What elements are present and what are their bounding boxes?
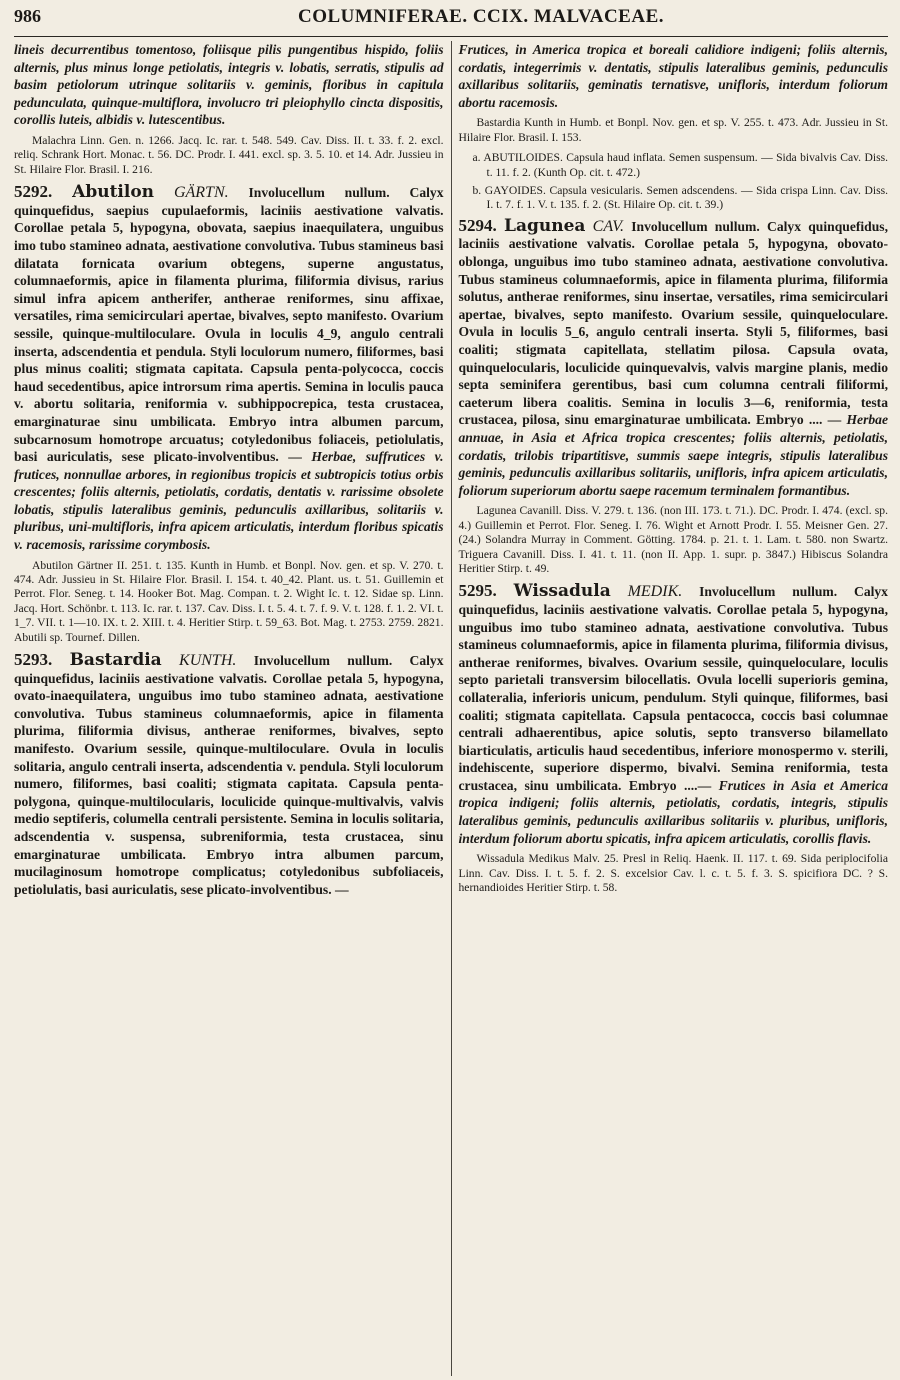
continued-description: lineis decurrentibus tomentoso, foliisque pilis pungentibus hispido, foliis alternis, plus minus longe petiolatis, integris v. lobatis, serratis, stipulis ad basim petiolorum utrinque solitariis v. geminis, floribus in capitula pedunculata, quinque-multiflora, involucro tri pleiophyllo cincta dispositis, corollis luteis, albidis v. lutescentibus. xyxy=(14,42,444,128)
running-head: COLUMNIFERAE. CCIX. MALVACEAE. xyxy=(297,6,664,27)
genus-name: Bastardia xyxy=(69,650,162,671)
genus-number: 5293. xyxy=(14,650,53,670)
genus-author: MEDIK. xyxy=(627,583,683,601)
genus-entry-5294 xyxy=(459,217,889,577)
genus-references: Lagunea Cavanill. Diss. V. 279. t. 136. (non III. 173. t. 71.). DC. Prodr. I. 474. (excl. sp. 4.) Guillemin et Perrot. Flor. Seneg. I. 76. Wight et Arnott Prodr. I. 55. Meisner Gen. 27. (24.) Solandra Murray in Comment. Götting. 1784. p. 21. t. 1. Lam. t. 580. non Swartz. Triguera Cavanill. Diss. I. 41. t. 11. (non II. App. 1. supr. p. 3847.) Hibiscus Solandra Heritier Stirp. t. 49. xyxy=(458,504,888,575)
genus-author: GÄRTN. xyxy=(173,184,229,202)
genus-number: 5292. xyxy=(14,182,53,202)
bastardia-references: Bastardia Kunth in Humb. et Bonpl. Nov. gen. et sp. V. 255. t. 473. Adr. Jussieu in St. Hilaire Flor. Brasil. I. 153. xyxy=(458,116,888,144)
variety-a: a. ABUTILOIDES. Capsula haud inflata. Semen suspensum. — Sida bivalvis Cav. Diss. t. 11. f. 2. (Kunth Op. cit. t. 472.) xyxy=(472,151,888,179)
genus-habitat: Herbae, suffrutices v. frutices, nonnullae arbores, in regionibus tropicis et subtropicis totius orbis crescentes; foliis alternis, petiolatis, cordatis, dentatis v. rarissime obsolete lobatis, stipulis lateralibus geminis, pedunculis axillaribus, solitariis v. pluribus, uni-multifloris, infra apicem articulatis, interdum floribus spicatis v. racemosis, rarissime corymbosis. xyxy=(14,449,444,553)
genus-description: Involucellum nullum. Calyx quinquefidus, laciniis aestivatione valvatis. Corollae petala 5, hypogyna, ovato-inaequilatera, unguibus imo tubo stamineo adnata, aestivatione convolutiva. Tubus stamineus columnaeformis, apice in filamenta plurima, filiformia divisus, antherae reniformes, bivalves, septo manifesto. Ovarium sessile, quinque-multiloculare. Ovula in loculis solitaria, angulo centrali inserta, adscendentia v. pendula. Styli loculorum numero, filiformes, basi coaliti; stigmata capitata. Capsula penta-polygona, quinque-multilocularis, loculicide quinque-multivalvis, valvis medio septiferis, columella centrali persistente. Semina in loculis solitaria, adscendentia v. suspensa, subreniformia, testa crustacea, sinu emarginaturae umbilicata. Embryo intra albumen parcum, mucilaginosum homotrope complicatus; cotyledonibus subfoliaceis, petiolulatis, basi auriculatis, sese plicato-involventibus. — xyxy=(14,653,444,897)
genus-entry-5295 xyxy=(459,582,889,895)
text-columns xyxy=(14,41,888,1376)
page-number: 986 xyxy=(14,6,41,26)
continued-habitat: Frutices, in America tropica et boreali calidiore indigeni; foliis alternis, cordatis, integerrimis v. dentatis, stipulis lateralibus geminis, pedunculis axillaribus solitariis, geminatis ternatisve, unifloris, interdum foliorum abortu racemosis. xyxy=(458,42,888,110)
variety-b: b. GAYOIDES. Capsula vesicularis. Semen adscendens. — Sida crispa Linn. Cav. Diss. I. t. 7. f. 1. V. t. 135. f. 2. (St. Hilaire Op. cit. t. 39.) xyxy=(472,184,888,212)
genus-number: 5295. xyxy=(458,581,497,601)
left-column xyxy=(14,41,452,1376)
genus-author: CAV. xyxy=(592,217,625,235)
genus-description: Involucellum nullum. Calyx quinquefidus, laciniis aestivatione valvatis. Corollae petala 5, hypogyna, unguibus imo tubo stamineo adnata, aestivatione convolutiva. Tubus stamineus columnaeformis, apice in filamenta plurima, filiformia divisus, antherae reniformes, bivalves. Ovarium sessile, quinqueloculare, loculis septo parietali transversim bilocellatis. Ovula locelli superioris gemina, collateralia, inferioris unicum, pendulum. Styli quinque, filiformes, basi coaliti; stigmata capitellata. Capsula pentacocca, coccis basi columnae centrali adhaerentibus, apice solutis, septo transverso bilamellato biarticulatis, articulis haud secedentibus, inferiore monospermo v. sterili, indehiscente, superiore dispermo, bivalvi. Semina reniformia, testa crustacea, sinu umbilicata. Embryo ....— xyxy=(458,584,888,793)
genus-number: 5294. xyxy=(458,215,497,235)
genus-habitat: Frutices in Asia et America tropica indigeni; foliis alternis, petiolatis, cordatis, integris, stipulis lateralibus geminis, pedunculis axillaribus solitariis v. pluribus, unifloris, interdum foliorum abortu spicatis, infra apicem articulatis, corollis flavis. xyxy=(458,777,888,846)
right-column xyxy=(452,41,889,1376)
genus-name: Abutilon xyxy=(72,182,155,203)
genus-habitat: Herbae annuae, in Asia et Africa tropica crescentes; foliis alternis, petiolatis, cordatis, trilobis tripartitisve, summis saepe integris, stipulis lateralibus geminis, pedunculis axillaribus solitariis, unifloris, infra apicem articulatis, foliorum superiorum abortu saepe racemum terminalem formantibus. xyxy=(458,412,888,498)
genus-description: Involucellum nullum. Calyx quinquefidus, saepius cupulaeformis, laciniis aestivatione valvatis. Corollae petala 5, hypogyna, obovata, saepius inaequilatera, unguibus imo tubo stamineo adnata, aestivatione convolutiva. Tubus stamineus basi dilatata fornicata ovarium obtegens, superne angustatus, columnaeformis, apice in filamenta plurima, filiformia divisus, rarius simul infra apicem antherifer, antherae reniformes, sinu affixae, versatiles, rima semicirculari apertae, bivalves, septo manifesto. Ovarium sessile, quinque-multiloculare. Ovula in loculis 4_9, angulo centrali inserta, adscendentia et pendula. Styli loculorum numero, filiformes, basi plus minus coaliti; stigmata capitata. Capsula penta-polycocca, coccis haud secedentibus, apice introrsum rima apertis. Semina in loculis pauca v. abortu solitaria, reniformia v. subhippocrepica, testa crustacea, emarginaturae sinu umbilicata. Embryo intra albumen parcum, subcarnosum homotrope arcuatus; cotyledonibus foliaceis, petiolulatis, basi auriculatis, sese plicato-involventibus. — xyxy=(14,185,444,465)
genus-name: Lagunea xyxy=(504,215,586,236)
genus-name: Wissadula xyxy=(513,581,611,602)
page-header xyxy=(14,6,888,37)
genus-entry-5292 xyxy=(14,183,444,645)
genus-author: KUNTH. xyxy=(179,652,237,670)
genus-entry-5293 xyxy=(14,651,444,898)
genus-references: Abutilon Gärtner II. 251. t. 135. Kunth in Humb. et Bonpl. Nov. gen. et sp. V. 270. t. 474. Adr. Jussieu in St. Hilaire Flor. Brasil. I. 154. t. 40_42. Plant. us. t. 51. Guillemin et Perrot. Flor. Seneg. t. 14. Hooker Bot. Mag. Compan. t. 2. Wight Ic. t. 12. Sidae sp. Linn. Jacq. Hort. Schönbr. t. 113. Ic. rar. t. 137. Cav. Diss. I. t. 5. 4. t. 7. f. 9. V. t. 128. f. 1. 2. VI. t. 1_7. VII. t. 1—10. IX. t. 2. XIII. t. 4. Heritier Stirp. t. 59_63. Bot. Mag. t. 2753. 2759. 2821. Abutili sp. Tournef. Dillen. xyxy=(14,558,444,644)
malachra-references: Malachra Linn. Gen. n. 1266. Jacq. Ic. rar. t. 548. 549. Cav. Diss. II. t. 33. f. 2. excl. reliq. Schrank Hort. Monac. t. 56. DC. Prodr. I. 441. excl. sp. 3. 5. 10. et 14. Adr. Jussieu in St. Hilaire Flor. Brasil. I. 216. xyxy=(14,133,444,176)
genus-references: Wissadula Medikus Malv. 25. Presl in Reliq. Haenk. II. 117. t. 69. Sida periplocifolia Linn. Cav. Diss. I. t. 5. f. 2. S. excelsior Cav. l. c. t. 5. f. 3. S. spicifiora DC. ? S. hernandioides Heritier Stirp. t. 58. xyxy=(458,852,888,895)
genus-description: Involucellum nullum. Calyx quinquefidus, laciniis aestivatione valvatis. Corollae petala 5, hypogyna, obovato-oblonga, unguibus imo tubo stamineo adnata, aestivatione convolutiva. Tubus stamineus columnaeformis, apice in filamenta plurima, filiformia solutus, antherae reniformes, sinu insertae, versatiles, rima semicirculari apertae, bivalves, septo manifesto. Ovarium sessile, quinqueloculare. Ovula in loculis 5_6, angulo centrali inserta. Styli 5, filiformes, basi coaliti; stigmata capitellata, stellatim pilosa. Capsula ovata, quinquelocularis, loculicide quinquevalvis, valvis margine planis, medio septa seminifera gerentibus, basi cum columna centrali filiformi, caeterum libera coalitis. Semina in loculis 3—6, reniformia, testa crustacea, pilosa, sinu emarginaturae umbilicata. Embryo .... — xyxy=(458,218,888,428)
